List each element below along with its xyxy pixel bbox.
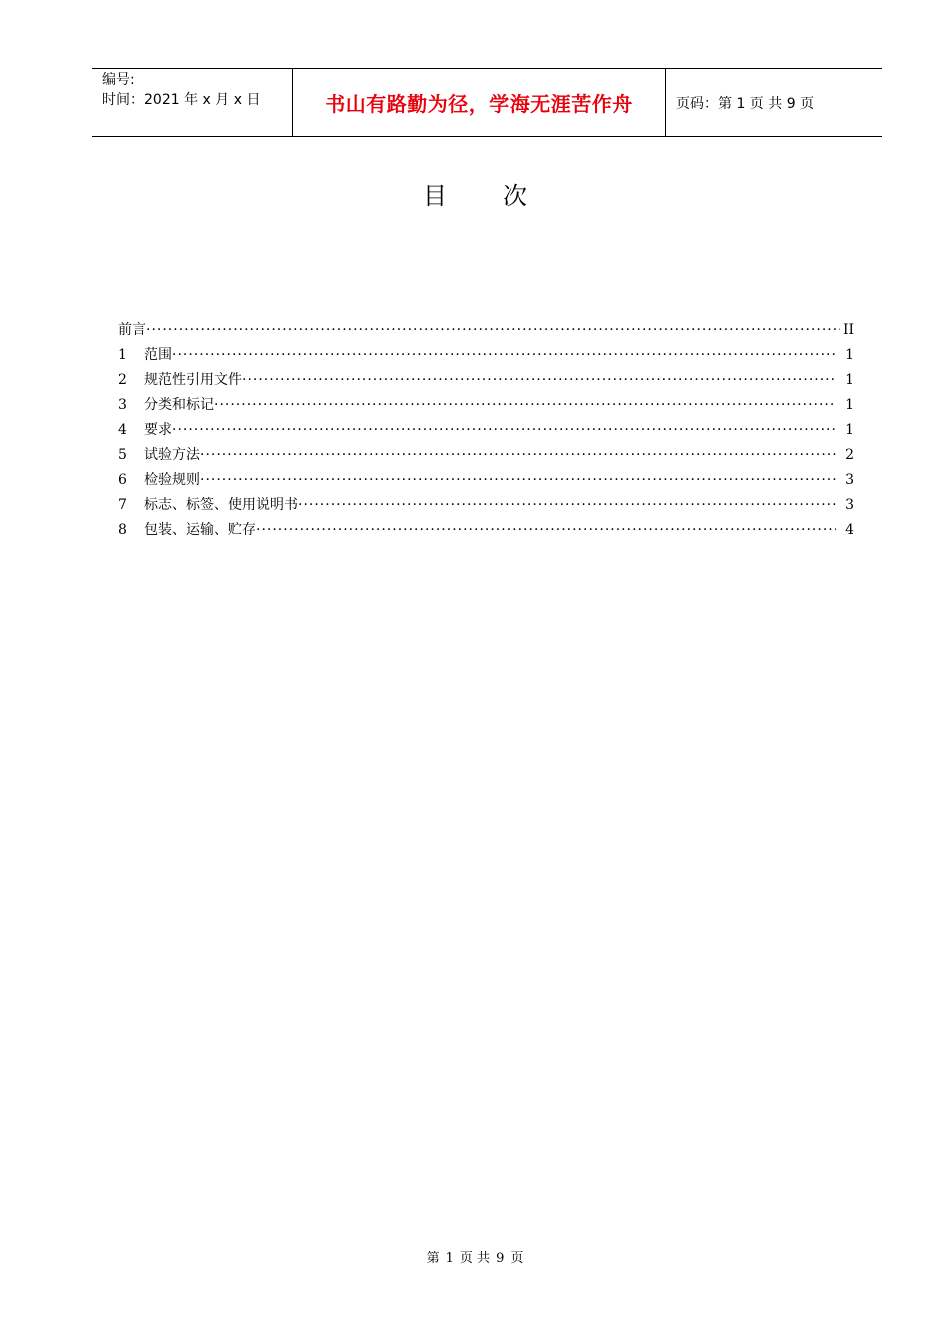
toc-entry[interactable] xyxy=(118,493,854,518)
toc-entry-number: 2 xyxy=(118,372,127,388)
page-title: 目次 xyxy=(423,182,583,210)
toc-dot-leader xyxy=(256,518,836,543)
toc-entry[interactable] xyxy=(118,318,854,343)
toc-dot-leader xyxy=(200,468,836,493)
toc-entry-label: 规范性引用文件 xyxy=(144,372,242,388)
document-time-label: 时间：2021 年 x 月 x 日 xyxy=(102,92,261,108)
toc-entry-number: 1 xyxy=(118,347,127,363)
toc-entry-page: 1 xyxy=(845,397,854,413)
footer-suffix: 页 xyxy=(510,1251,524,1266)
footer-mid: 页 共 xyxy=(459,1251,491,1266)
toc-entry[interactable] xyxy=(118,468,854,493)
toc-entry-label: 检验规则 xyxy=(144,472,200,488)
toc-entry-page: 4 xyxy=(845,522,854,538)
toc-entry[interactable] xyxy=(118,393,854,418)
toc-entry[interactable] xyxy=(118,368,854,393)
toc-entry-number: 8 xyxy=(118,522,127,538)
document-code-label: 编号: xyxy=(102,72,135,88)
page-header xyxy=(92,68,882,137)
toc-entry-label: 范围 xyxy=(144,347,172,363)
toc-entry-number: 6 xyxy=(118,472,127,488)
toc-entry-label: 标志、标签、使用说明书 xyxy=(144,497,298,513)
toc-entry-number: 5 xyxy=(118,447,127,463)
toc-entry-page: 1 xyxy=(845,422,854,438)
toc-entry[interactable] xyxy=(118,443,854,468)
toc-entry-label: 要求 xyxy=(144,422,172,438)
header-motto-cell xyxy=(293,69,666,136)
footer-total-pages: 9 xyxy=(496,1251,505,1266)
toc-dot-leader xyxy=(172,418,836,443)
toc-entry[interactable] xyxy=(118,343,854,368)
toc-entry-page: II xyxy=(842,322,854,338)
header-motto: 书山有路勤为径，学海无涯苦作舟 xyxy=(325,92,633,116)
toc-entry-number: 4 xyxy=(118,422,127,438)
toc-entry-number: 3 xyxy=(118,397,127,413)
footer-current-page: 1 xyxy=(445,1251,454,1266)
toc-entry-label: 包装、运输、贮存 xyxy=(144,522,256,538)
toc-dot-leader xyxy=(200,443,836,468)
footer-prefix: 第 xyxy=(426,1251,440,1266)
toc-dot-leader xyxy=(242,368,836,393)
toc-entry-label: 前言 xyxy=(118,322,146,338)
page-footer xyxy=(0,1247,950,1266)
toc-entry-page: 3 xyxy=(845,497,854,513)
toc-entry-label: 试验方法 xyxy=(144,447,200,463)
toc-entry[interactable] xyxy=(118,418,854,443)
toc-entry-page: 1 xyxy=(845,372,854,388)
toc-entry-number: 7 xyxy=(118,497,127,513)
toc-entry[interactable] xyxy=(118,518,854,543)
toc-dot-leader xyxy=(298,493,836,518)
toc-entry-page: 3 xyxy=(845,472,854,488)
toc-dot-leader xyxy=(146,318,840,343)
toc-entry-label: 分类和标记 xyxy=(144,397,214,413)
toc-entry-page: 2 xyxy=(845,447,854,463)
toc-dot-leader xyxy=(214,393,836,418)
header-page-cell xyxy=(666,69,882,136)
header-meta-cell xyxy=(92,69,293,136)
toc-dot-leader xyxy=(172,343,836,368)
header-page-info: 页码：第 1 页 共 9 页 xyxy=(676,95,815,112)
toc-entry-page: 1 xyxy=(845,347,854,363)
table-of-contents xyxy=(118,318,854,543)
